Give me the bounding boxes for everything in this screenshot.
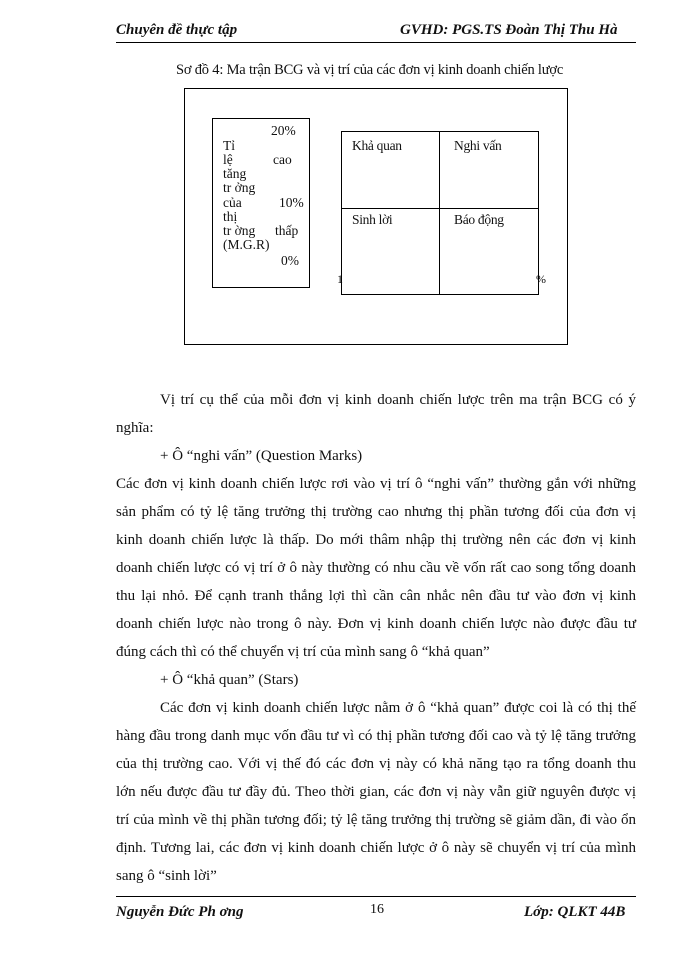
stars-line-2: hàng đầu trong danh mục vốn đầu tư vì có thị phần tương đối cao và tỷ lệ tăng trưởng — [116, 728, 636, 744]
header-right: GVHD: PGS.TS Đoàn Thị Thu Hà — [400, 22, 618, 38]
stars-heading: + Ô “khả quan” (Stars) — [160, 672, 299, 688]
axis-label-line-7a: tr ờng — [223, 223, 256, 238]
question-marks-line-4: doanh chiến lược có vị trí ở ô này thường có nhu cầu về vốn rất cao song tổng doanh — [116, 560, 636, 576]
stars-line-5: trí của mình về thị phần tương đối; tỷ lệ tăng trưởng thị trường sẽ giảm dần, đi vào ổn — [116, 812, 636, 828]
matrix-horizontal-divider — [342, 208, 538, 209]
axis-label-line-8: (M.G.R) — [223, 237, 270, 252]
question-marks-line-7: đúng cách thì có thể chuyển vị trí của mình sang ô “khả quan” — [116, 644, 490, 660]
axis-label-line-4: tr ởng — [223, 180, 256, 195]
question-marks-line-6: doanh chiến lược nào trong ô này. Đơn vị kinh doanh chiến lược nào được đầu tư — [116, 616, 636, 632]
overlap-mark-right: % — [536, 272, 546, 286]
axis-label-line-6: thị — [223, 209, 238, 224]
footer-class: Lớp: QLKT 44B — [524, 904, 626, 920]
growth-axis-box — [212, 118, 310, 288]
cell-question-marks: Nghi vấn — [454, 138, 502, 153]
axis-label-line-1: Tỉ — [223, 138, 235, 153]
bcg-matrix — [341, 131, 539, 295]
stars-line-4: lớn nếu được đầu tư đầy đủ. Theo thời gian, các đơn vị này vẫn giữ nguyên được vị — [116, 784, 636, 800]
pct-mid: 10% — [279, 195, 304, 210]
stars-line-3: của thị trường cao. Với vị thế đó các đơn vị này có khả năng tạo ra tổng doanh thu — [116, 756, 636, 772]
question-marks-line-2: sản phẩm có tỷ lệ tăng trưởng thị trường cao nhưng thị phần tương đối của đơn vị — [116, 504, 636, 520]
intro-line-2: nghĩa: — [116, 420, 154, 436]
cell-cash-cows: Sinh lời — [352, 212, 393, 227]
question-marks-heading: + Ô “nghi vấn” (Question Marks) — [160, 448, 363, 464]
axis-label-line-2b: cao — [273, 152, 292, 167]
cell-stars: Khả quan — [352, 138, 402, 153]
axis-label-line-3: tăng — [223, 166, 247, 181]
header-rule — [116, 42, 636, 43]
question-marks-line-5: thu lại nhỏ. Để cạnh tranh thắng lợi thì cần cân nhắc nên đầu tư vào đơn vị kinh — [116, 588, 636, 604]
footer-rule — [116, 896, 636, 897]
page-number: 16 — [370, 902, 384, 917]
axis-label-line-7b: thấp — [275, 223, 299, 238]
pct-low: 0% — [281, 253, 299, 268]
footer-author: Nguyễn Đức Ph ơng — [116, 904, 244, 920]
intro-line-1: Vị trí cụ thể của mỗi đơn vị kinh doanh chiến lược trên ma trận BCG có ý — [160, 392, 636, 408]
stars-line-7: sang ô “sinh lời” — [116, 868, 217, 884]
axis-label-line-2a: lệ — [223, 152, 233, 167]
stars-line-1: Các đơn vị kinh doanh chiến lược nằm ở ô “khả quan” được coi là có thị thế — [160, 700, 636, 716]
stars-line-6: định. Tương lai, các đơn vị kinh doanh chiến lược ở ô này sẽ chuyển vị trí của mình — [116, 840, 636, 856]
diagram-caption: Sơ đồ 4: Ma trận BCG và vị trí của các đơn vị kinh doanh chiến lược — [176, 62, 564, 78]
matrix-vertical-divider — [439, 132, 440, 294]
question-marks-line-3: kinh doanh chiến lược là thấp. Do mới thâm nhập thị trường nên các đơn vị kinh — [116, 532, 636, 548]
pct-high: 20% — [271, 123, 296, 138]
axis-label-line-5a: của — [223, 195, 242, 210]
cell-dogs: Báo động — [454, 212, 504, 227]
overlap-mark-left: 1 — [337, 272, 343, 286]
question-marks-line-1: Các đơn vị kinh doanh chiến lược rơi vào vị trí ô “nghi vấn” thường gắn với những — [116, 476, 636, 492]
header-left: Chuyên đề thực tập — [116, 22, 238, 38]
